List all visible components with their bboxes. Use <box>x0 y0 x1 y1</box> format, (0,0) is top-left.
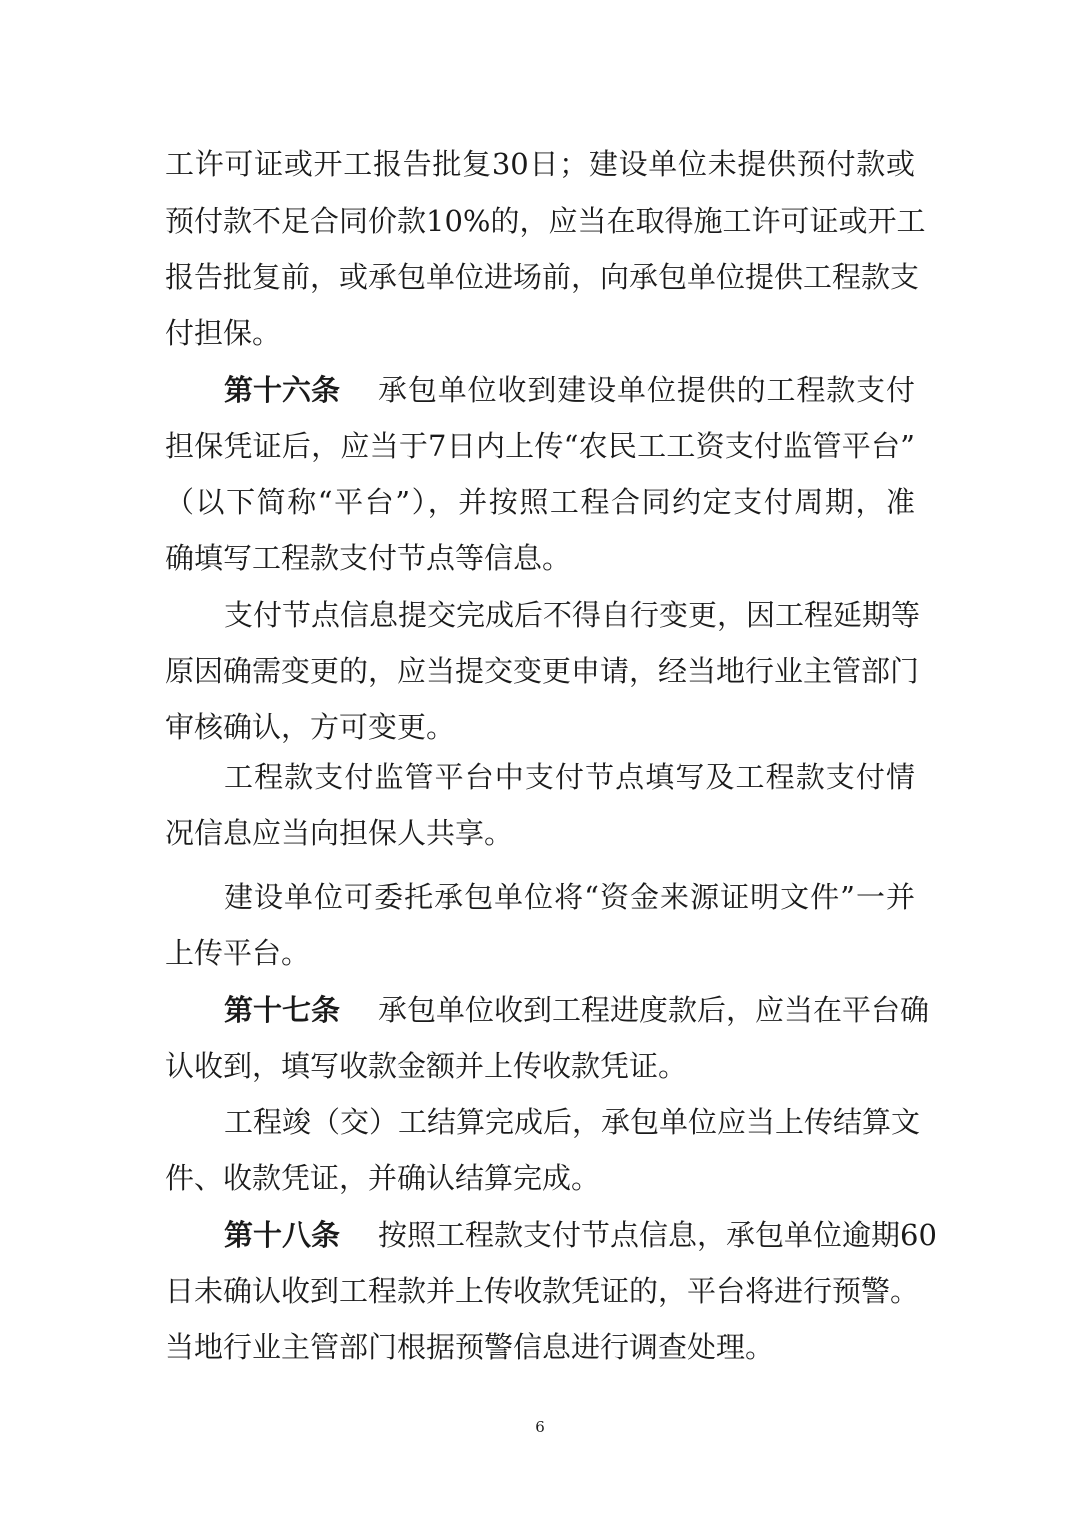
article-label: 第十六条 <box>224 373 341 407</box>
text-line <box>165 813 513 853</box>
text-line <box>224 757 915 797</box>
line-text: 担保凭证后，应当于7日内上传“农民工工资支付监管平台” <box>165 429 915 463</box>
line-text: 付担保。 <box>165 316 282 350</box>
line-text: （以下简称“平台”），并按照工程合同约定支付周期，准 <box>165 485 915 519</box>
line-text: 承包单位收到工程进度款后，应当在平台确 <box>378 993 930 1027</box>
text-line <box>165 482 915 522</box>
text-line <box>224 1215 937 1255</box>
text-line <box>165 1046 687 1086</box>
text-line <box>224 990 930 1030</box>
text-line <box>165 1327 774 1367</box>
line-text: 工程款支付监管平台中支付节点填写及工程款支付情 <box>224 760 915 794</box>
text-line <box>165 201 926 241</box>
text-line <box>165 426 915 466</box>
text-line <box>165 933 310 973</box>
text-line <box>224 370 915 410</box>
page-number: 6 <box>535 1418 545 1436</box>
line-text: 日未确认收到工程款并上传收款凭证的，平台将进行预警。 <box>165 1274 920 1308</box>
line-text: 原因确需变更的，应当提交变更申请，经当地行业主管部门 <box>165 654 920 688</box>
line-text: 按照工程款支付节点信息，承包单位逾期60 <box>378 1218 937 1252</box>
line-text: 况信息应当向担保人共享。 <box>165 816 514 850</box>
text-line <box>165 257 920 297</box>
line-text: 报告批复前，或承包单位进场前，向承包单位提供工程款支 <box>165 260 920 294</box>
line-text: 建设单位可委托承包单位将“资金来源证明文件”一并 <box>224 880 915 914</box>
line-text: 件、收款凭证，并确认结算完成。 <box>165 1161 601 1195</box>
text-line <box>165 144 915 184</box>
line-text: 当地行业主管部门根据预警信息进行调查处理。 <box>165 1330 775 1364</box>
text-line <box>165 313 281 353</box>
text-line <box>165 1158 600 1198</box>
line-text: 认收到，填写收款金额并上传收款凭证。 <box>165 1049 688 1083</box>
line-text: 支付节点信息提交完成后不得自行变更，因工程延期等 <box>224 598 921 632</box>
line-text: 确填写工程款支付节点等信息。 <box>165 541 572 575</box>
text-line <box>165 651 920 691</box>
text-line <box>224 877 915 917</box>
article-label: 第十七条 <box>224 993 341 1027</box>
text-line <box>165 1271 920 1311</box>
line-text: 审核确认，方可变更。 <box>165 710 456 744</box>
line-text: 承包单位收到建设单位提供的工程款支付 <box>378 373 915 407</box>
article-label: 第十八条 <box>224 1218 341 1252</box>
text-line <box>165 538 571 578</box>
line-text: 工许可证或开工报告批复30日；建设单位未提供预付款或 <box>165 147 915 181</box>
line-text: 工程竣（交）工结算完成后，承包单位应当上传结算文 <box>224 1105 921 1139</box>
text-line <box>224 595 921 635</box>
line-text: 预付款不足合同价款10%的，应当在取得施工许可证或开工 <box>165 204 926 238</box>
text-line <box>224 1102 921 1142</box>
text-line <box>165 707 455 747</box>
line-text: 上传平台。 <box>165 936 311 970</box>
